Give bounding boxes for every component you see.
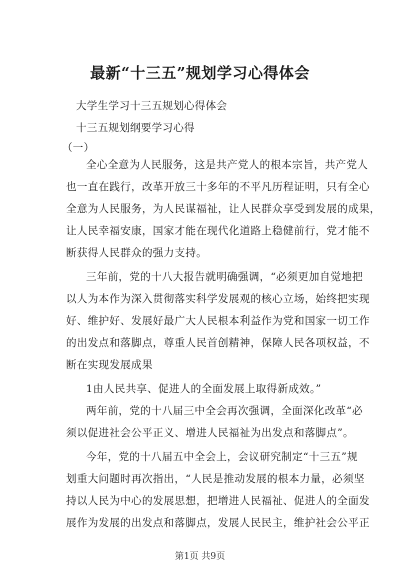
document-title: 最新“十三五”规划学习心得体会: [90, 64, 310, 82]
paragraph-line: 持以人民为中心的发展思想，把增进人民福祉、促进人的全面发: [66, 495, 370, 507]
paragraph-line: 以人为本作为深入贯彻落实科学发展观的核心立场，始终把实现: [66, 293, 370, 305]
paragraph-line: 今年，党的十八届五中全会上，会议研究制定“十三五”规: [86, 451, 358, 463]
paragraph-line: 也一直在践行，改革开放三十多年的不平凡历程证明，只有全心: [66, 181, 370, 193]
paragraph-line: 断获得人民群众的强力支持。: [66, 247, 208, 259]
paragraph-line: 1由人民共享、促进人的全面发展上取得新成效。”: [86, 383, 322, 395]
paragraph-line: 划重大问题时再次指出，“人民是推动发展的根本力量，必须坚: [66, 473, 365, 485]
paragraph-line: 全心全意为人民服务，这是共产党人的根本宗旨，共产党人: [86, 159, 369, 171]
paragraph-line: 好、维护好、发展好最广大人民根本利益作为党和国家一切工作: [66, 315, 370, 327]
paragraph-line: 展作为发展的出发点和落脚点，发展人民民主，维护社会公平正: [66, 517, 370, 529]
page-footer: 第1页 共9页: [174, 552, 226, 562]
paragraph-line: 两年前，党的十八届三中全会再次强调，全面深化改革“必: [86, 405, 363, 417]
paragraph-line: 的出发点和落脚点，尊重人民首创精神，保障人民各项权益，不: [66, 337, 370, 349]
subtitle-line: 十三五规划纲要学习心得: [76, 122, 195, 134]
paragraph-line: 须以促进社会公平正义、增进人民福祉为出发点和落脚点”。: [66, 427, 354, 439]
section-marker: （一）: [62, 142, 95, 154]
paragraph-line: 断在实现发展成果: [66, 359, 153, 371]
paragraph-line: 全意为人民服务，为人民谋福祉，让人民群众享受到发展的成果，: [66, 203, 381, 215]
paragraph-line: 让人民幸福安康，国家才能在现代化道路上稳健前行，党才能不: [66, 225, 370, 237]
paragraph-line: 三年前，党的十八大报告就明确强调，“必须更加自觉地把: [86, 271, 363, 283]
subtitle-line: 大学生学习十三五规划心得体会: [76, 100, 228, 112]
